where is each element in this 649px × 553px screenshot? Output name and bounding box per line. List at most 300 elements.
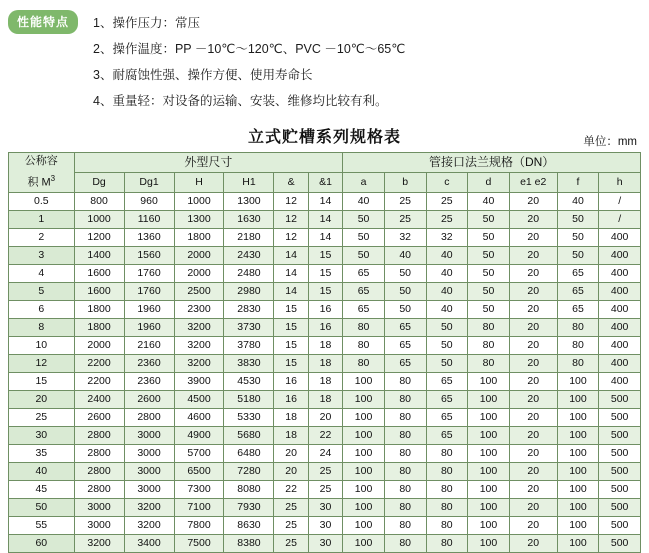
cell-value: 100 (343, 498, 385, 516)
cell-value: / (599, 210, 641, 228)
cell-value: 2830 (224, 300, 274, 318)
cell-value: 20 (509, 462, 557, 480)
cell-value: 20 (274, 462, 308, 480)
cell-value: 100 (557, 390, 599, 408)
cell-value: 400 (599, 318, 641, 336)
cell-value: 400 (599, 372, 641, 390)
feature-item: 3、耐腐蚀性强、操作方便、使用寿命长 (93, 68, 313, 82)
table-row (9, 444, 641, 462)
cell-value: 100 (343, 516, 385, 534)
cell-value: 50 (343, 228, 385, 246)
cell-value: 65 (557, 282, 599, 300)
cell-value: 80 (426, 444, 468, 462)
cell-volume: 2 (9, 228, 75, 246)
cell-value: 80 (468, 354, 510, 372)
cell-value: 25 (426, 192, 468, 210)
cell-value: 80 (557, 354, 599, 372)
cell-value: 25 (274, 516, 308, 534)
cell-value: 80 (426, 534, 468, 552)
cell-value: 32 (384, 228, 426, 246)
cell-value: 100 (343, 426, 385, 444)
cell-value: 50 (426, 318, 468, 336)
cell-value: 2800 (74, 462, 124, 480)
cell-value: 80 (384, 480, 426, 498)
cell-value: 15 (274, 354, 308, 372)
cell-volume: 5 (9, 282, 75, 300)
cell-value: 40 (426, 246, 468, 264)
cell-volume: 40 (9, 462, 75, 480)
cell-value: 2800 (124, 408, 174, 426)
cell-volume: 45 (9, 480, 75, 498)
cell-value: 2000 (174, 264, 224, 282)
cell-value: 40 (384, 246, 426, 264)
cell-value: 25 (384, 210, 426, 228)
cell-value: 100 (343, 408, 385, 426)
cell-value: 50 (557, 246, 599, 264)
cell-value: 3830 (224, 354, 274, 372)
cell-value: 16 (308, 318, 342, 336)
cell-value: 65 (343, 300, 385, 318)
cell-value: 80 (343, 318, 385, 336)
cell-value: 50 (557, 210, 599, 228)
feature-item: 4、重量轻：对设备的运输、安装、维修均比较有利。 (93, 94, 388, 108)
cell-value: 3000 (74, 498, 124, 516)
subheader-dg1: Dg1 (124, 172, 174, 192)
cell-value: 100 (343, 480, 385, 498)
subheader-c: c (426, 172, 468, 192)
cell-value: 50 (426, 354, 468, 372)
cell-value: 25 (384, 192, 426, 210)
cell-value: 20 (509, 282, 557, 300)
cell-value: 100 (468, 408, 510, 426)
cell-value: 100 (343, 390, 385, 408)
cell-value: 500 (599, 462, 641, 480)
table-row (9, 498, 641, 516)
cell-value: 1630 (224, 210, 274, 228)
cell-value: 100 (557, 480, 599, 498)
cell-value: 100 (468, 480, 510, 498)
cell-value: 30 (308, 516, 342, 534)
cell-value: 65 (426, 426, 468, 444)
cell-value: 20 (509, 444, 557, 462)
cell-value: 16 (308, 300, 342, 318)
cell-value: 80 (384, 516, 426, 534)
cell-value: 25 (274, 534, 308, 552)
cell-value: 22 (274, 480, 308, 498)
cell-value: 1300 (224, 192, 274, 210)
cell-value: 2600 (74, 408, 124, 426)
cell-value: 100 (468, 516, 510, 534)
cell-value: 7280 (224, 462, 274, 480)
cell-value: 80 (426, 462, 468, 480)
cell-value: 100 (557, 516, 599, 534)
cell-value: 50 (468, 282, 510, 300)
cell-value: 960 (124, 192, 174, 210)
group-header-flange: 管接口法兰规格（DN） (343, 153, 641, 173)
cell-value: 7800 (174, 516, 224, 534)
cell-volume: 6 (9, 300, 75, 318)
cell-value: 50 (426, 336, 468, 354)
cell-value: 100 (343, 462, 385, 480)
cell-value: 4900 (174, 426, 224, 444)
table-row (9, 354, 641, 372)
cell-value: 8080 (224, 480, 274, 498)
cell-volume: 35 (9, 444, 75, 462)
cell-volume: 20 (9, 390, 75, 408)
cell-value: 2180 (224, 228, 274, 246)
cell-value: 2600 (124, 390, 174, 408)
subheader-a: a (343, 172, 385, 192)
cell-value: 100 (557, 426, 599, 444)
cell-value: 20 (509, 480, 557, 498)
table-row (9, 210, 641, 228)
subheader-amp: & (274, 172, 308, 192)
cell-value: 50 (384, 282, 426, 300)
cell-value: 80 (384, 408, 426, 426)
cell-value: 16 (274, 372, 308, 390)
cell-value: 40 (468, 192, 510, 210)
cell-value: 5680 (224, 426, 274, 444)
cell-value: 80 (343, 336, 385, 354)
cell-value: 50 (557, 228, 599, 246)
cell-value: 65 (557, 264, 599, 282)
cell-value: 1200 (74, 228, 124, 246)
cell-value: 20 (509, 534, 557, 552)
cell-value: 18 (308, 390, 342, 408)
cell-volume: 8 (9, 318, 75, 336)
cell-value: 12 (274, 228, 308, 246)
cell-value: 80 (384, 426, 426, 444)
cell-value: 500 (599, 516, 641, 534)
subheader-h1: H1 (224, 172, 274, 192)
cell-value: 65 (384, 354, 426, 372)
cell-value: 8380 (224, 534, 274, 552)
cell-value: 40 (426, 282, 468, 300)
spec-table-wrap (0, 152, 649, 553)
cell-value: 20 (509, 210, 557, 228)
spec-table (8, 152, 641, 553)
cell-value: 100 (343, 372, 385, 390)
cell-value: 100 (468, 534, 510, 552)
cell-value: 100 (468, 372, 510, 390)
cell-value: 50 (468, 264, 510, 282)
table-row (9, 318, 641, 336)
cell-value: 100 (557, 498, 599, 516)
cell-value: 400 (599, 354, 641, 372)
cell-value: 20 (509, 354, 557, 372)
cell-value: 65 (557, 300, 599, 318)
cell-value: 20 (509, 336, 557, 354)
cell-value: 100 (557, 462, 599, 480)
cell-value: 3000 (74, 516, 124, 534)
cell-value: 1000 (74, 210, 124, 228)
cell-value: 3730 (224, 318, 274, 336)
cell-value: 1400 (74, 246, 124, 264)
cell-value: 80 (384, 462, 426, 480)
cell-value: 8630 (224, 516, 274, 534)
table-row (9, 282, 641, 300)
cell-value: 7300 (174, 480, 224, 498)
cell-volume: 60 (9, 534, 75, 552)
feature-item: 2、操作温度：PP －10℃～120℃、PVC －10℃～65℃ (93, 42, 406, 56)
cell-value: 1000 (174, 192, 224, 210)
cell-value: 100 (468, 498, 510, 516)
cell-value: 4530 (224, 372, 274, 390)
cell-value: 20 (509, 300, 557, 318)
cell-value: 30 (308, 498, 342, 516)
cell-value: 100 (557, 372, 599, 390)
cell-volume: 0.5 (9, 192, 75, 210)
features-section (0, 0, 649, 118)
table-row (9, 264, 641, 282)
cell-value: 65 (343, 282, 385, 300)
cell-value: 20 (509, 264, 557, 282)
cell-value: 500 (599, 408, 641, 426)
cell-volume: 4 (9, 264, 75, 282)
table-row (9, 534, 641, 552)
cell-value: 500 (599, 444, 641, 462)
subheader-e1-e2: e1 e2 (509, 172, 557, 192)
table-row (9, 426, 641, 444)
cell-value: 6480 (224, 444, 274, 462)
cell-value: 50 (384, 300, 426, 318)
cell-volume: 12 (9, 354, 75, 372)
cell-value: 80 (384, 372, 426, 390)
cell-value: 2360 (124, 372, 174, 390)
cell-volume: 15 (9, 372, 75, 390)
cell-value: 80 (426, 480, 468, 498)
cell-value: 30 (308, 534, 342, 552)
table-row (9, 336, 641, 354)
cell-value: 1600 (74, 282, 124, 300)
cell-value: 1160 (124, 210, 174, 228)
table-body (9, 192, 641, 552)
cell-value: 65 (384, 336, 426, 354)
cell-value: 20 (509, 318, 557, 336)
cell-value: 1360 (124, 228, 174, 246)
table-row (9, 390, 641, 408)
cell-value: 80 (426, 516, 468, 534)
cell-value: 2800 (74, 444, 124, 462)
cell-value: 50 (468, 246, 510, 264)
subheader-b: b (384, 172, 426, 192)
cell-value: 18 (274, 408, 308, 426)
cell-value: 15 (274, 336, 308, 354)
cell-value: 2400 (74, 390, 124, 408)
table-subheader-row (9, 172, 641, 192)
table-row (9, 462, 641, 480)
cell-value: 3200 (174, 336, 224, 354)
unit-label: 单位：mm (583, 136, 637, 148)
cell-value: 50 (343, 210, 385, 228)
cell-value: 20 (509, 426, 557, 444)
cell-value: 1600 (74, 264, 124, 282)
cell-value: 3900 (174, 372, 224, 390)
cell-value: 2300 (174, 300, 224, 318)
cell-value: 14 (274, 264, 308, 282)
subheader-h-small: h (599, 172, 641, 192)
cell-value: 18 (308, 372, 342, 390)
cell-value: 18 (308, 336, 342, 354)
cell-value: 2480 (224, 264, 274, 282)
cell-value: 100 (468, 462, 510, 480)
table-row (9, 228, 641, 246)
cell-value: 3780 (224, 336, 274, 354)
cell-value: 80 (384, 498, 426, 516)
cell-value: 1760 (124, 264, 174, 282)
cell-value: 2000 (174, 246, 224, 264)
cell-value: 22 (308, 426, 342, 444)
features-list (93, 10, 641, 114)
cell-value: 15 (274, 318, 308, 336)
cell-value: 80 (343, 354, 385, 372)
cell-value: 12 (274, 210, 308, 228)
cell-value: 40 (426, 264, 468, 282)
cell-value: 20 (509, 228, 557, 246)
table-row (9, 300, 641, 318)
cell-value: 15 (308, 282, 342, 300)
cell-volume: 25 (9, 408, 75, 426)
cell-value: 14 (308, 228, 342, 246)
cell-value: 400 (599, 246, 641, 264)
cell-volume: 10 (9, 336, 75, 354)
cell-value: 20 (509, 372, 557, 390)
cell-value: 65 (343, 264, 385, 282)
cell-volume: 30 (9, 426, 75, 444)
cell-volume: 3 (9, 246, 75, 264)
cell-value: 500 (599, 426, 641, 444)
cell-value: 5330 (224, 408, 274, 426)
cell-value: 20 (509, 390, 557, 408)
cell-volume: 55 (9, 516, 75, 534)
cell-value: 12 (274, 192, 308, 210)
cell-value: 3200 (174, 354, 224, 372)
cell-value: 100 (557, 408, 599, 426)
cell-value: 25 (426, 210, 468, 228)
cell-value: 100 (557, 444, 599, 462)
cell-value: 80 (557, 336, 599, 354)
cell-value: 14 (274, 246, 308, 264)
cell-value: 3200 (124, 498, 174, 516)
cell-value: 18 (274, 426, 308, 444)
corner-header (9, 153, 75, 193)
group-header-dimensions: 外型尺寸 (74, 153, 343, 173)
cell-value: 80 (468, 318, 510, 336)
cell-value: 40 (426, 300, 468, 318)
corner-header-line2: 积 $M^3$ (27, 174, 56, 189)
corner-header-line1: 公称容 (24, 155, 58, 167)
table-row (9, 246, 641, 264)
cell-value: 100 (468, 426, 510, 444)
cell-value: 500 (599, 390, 641, 408)
cell-value: 1800 (74, 300, 124, 318)
cell-value: 50 (468, 228, 510, 246)
cell-value: 100 (343, 444, 385, 462)
cell-value: 2500 (174, 282, 224, 300)
cell-value: 80 (384, 534, 426, 552)
cell-value: 24 (308, 444, 342, 462)
features-badge: 性能特点 (8, 10, 78, 34)
cell-value: 500 (599, 498, 641, 516)
cell-value: 400 (599, 300, 641, 318)
cell-value: 15 (308, 246, 342, 264)
cell-value: 500 (599, 534, 641, 552)
cell-value: 1300 (174, 210, 224, 228)
cell-value: 2980 (224, 282, 274, 300)
cell-value: 65 (426, 390, 468, 408)
cell-value: 7100 (174, 498, 224, 516)
cell-value: 3000 (124, 444, 174, 462)
table-row (9, 372, 641, 390)
cell-value: 800 (74, 192, 124, 210)
cell-value: 400 (599, 336, 641, 354)
subheader-dg: Dg (74, 172, 124, 192)
cell-value: 1560 (124, 246, 174, 264)
cell-value: 20 (274, 444, 308, 462)
cell-value: 2360 (124, 354, 174, 372)
feature-item: 1、操作压力：常压 (93, 16, 200, 30)
cell-value: 500 (599, 480, 641, 498)
cell-volume: 50 (9, 498, 75, 516)
cell-value: / (599, 192, 641, 210)
cell-value: 25 (308, 480, 342, 498)
cell-value: 4600 (174, 408, 224, 426)
cell-value: 20 (308, 408, 342, 426)
cell-value: 20 (509, 192, 557, 210)
cell-value: 1960 (124, 300, 174, 318)
cell-value: 3200 (124, 516, 174, 534)
cell-value: 3000 (124, 426, 174, 444)
cell-value: 3200 (74, 534, 124, 552)
cell-value: 1800 (174, 228, 224, 246)
cell-value: 20 (509, 516, 557, 534)
table-row (9, 408, 641, 426)
cell-value: 50 (384, 264, 426, 282)
cell-value: 2200 (74, 354, 124, 372)
cell-value: 15 (274, 300, 308, 318)
table-row (9, 516, 641, 534)
cell-value: 65 (384, 318, 426, 336)
cell-value: 50 (468, 300, 510, 318)
cell-value: 100 (468, 444, 510, 462)
cell-value: 1760 (124, 282, 174, 300)
corner-header-sup: 3 (50, 174, 56, 183)
cell-value: 5180 (224, 390, 274, 408)
cell-value: 2800 (74, 480, 124, 498)
table-header-row-group (9, 153, 641, 173)
cell-value: 40 (557, 192, 599, 210)
cell-value: 25 (308, 462, 342, 480)
cell-value: 16 (274, 390, 308, 408)
cell-value: 1800 (74, 318, 124, 336)
cell-value: 4500 (174, 390, 224, 408)
cell-value: 100 (557, 534, 599, 552)
cell-value: 2430 (224, 246, 274, 264)
cell-value: 80 (557, 318, 599, 336)
cell-value: 20 (509, 246, 557, 264)
cell-value: 7930 (224, 498, 274, 516)
cell-value: 18 (308, 354, 342, 372)
cell-value: 3000 (124, 480, 174, 498)
cell-value: 400 (599, 282, 641, 300)
cell-value: 14 (308, 210, 342, 228)
cell-value: 20 (509, 408, 557, 426)
cell-value: 25 (274, 498, 308, 516)
cell-value: 2160 (124, 336, 174, 354)
cell-volume: 1 (9, 210, 75, 228)
cell-value: 2800 (74, 426, 124, 444)
cell-value: 3000 (124, 462, 174, 480)
